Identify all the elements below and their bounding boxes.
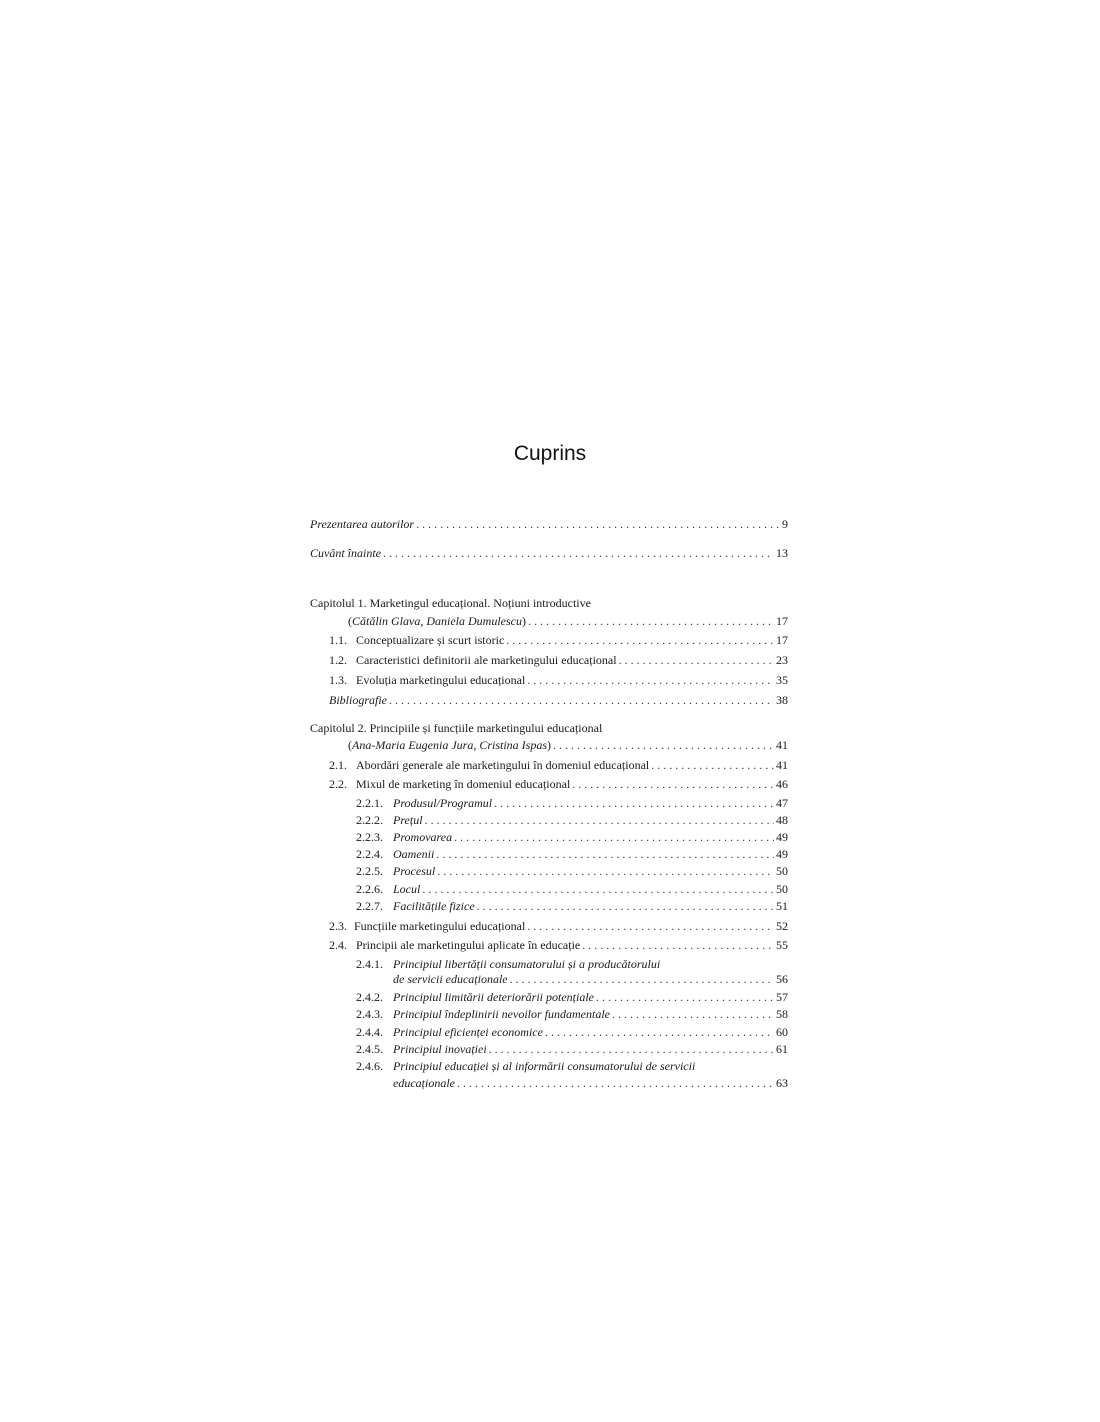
- toc-entry-page: 58: [776, 1007, 788, 1021]
- toc-entry-label: Principiul îndeplinirii nevoilor fundamentale: [393, 1007, 610, 1021]
- dot-leader: [477, 899, 774, 913]
- section-number: 2.4.2.: [356, 990, 383, 1004]
- toc-entry-subsection-2-4-6[interactable]: [356, 1059, 695, 1073]
- section-number: 2.4.1.: [356, 957, 383, 971]
- toc-entry-page: 56: [776, 972, 788, 986]
- dot-leader: [425, 813, 774, 827]
- section-number: 1.2.: [329, 653, 347, 667]
- section-number: 2.2.2.: [356, 813, 383, 827]
- toc-entry-page: 48: [776, 813, 788, 827]
- toc-entry-page: 57: [776, 990, 788, 1004]
- chapter-authors-names: Cătălin Glava, Daniela Dumulescu: [352, 614, 522, 628]
- toc-entry-section-1-3[interactable]: [329, 673, 788, 687]
- toc-entry-foreword[interactable]: [310, 546, 788, 560]
- toc-entry-subsection-2-4-1[interactable]: [356, 957, 660, 971]
- toc-entry-page: 60: [776, 1025, 788, 1039]
- toc-entry-page: 41: [776, 758, 788, 772]
- dot-leader: [553, 738, 774, 752]
- toc-entry-subsection[interactable]: [356, 990, 788, 1004]
- toc-entry-page: 51: [776, 899, 788, 913]
- toc-entry-page: 52: [776, 919, 788, 933]
- toc-entry-label: de servicii educaționale: [393, 972, 508, 986]
- toc-entry-label: Promovarea: [393, 830, 453, 844]
- section-number: 1.3.: [329, 673, 347, 687]
- toc-entry-label: Facilitățile fizice: [393, 899, 475, 913]
- section-number: 2.4.3.: [356, 1007, 383, 1021]
- toc-entry-label: Abordări generale ale marketingului în domeniul educațional: [356, 758, 650, 772]
- dot-leader: [383, 546, 774, 560]
- toc-entry-page: 47: [776, 796, 788, 810]
- toc-entry-subsection[interactable]: [356, 1007, 788, 1021]
- toc-entry-subsection[interactable]: [356, 830, 788, 844]
- toc-entry-section-2-1[interactable]: [329, 758, 788, 772]
- toc-entry-subsection-2-4-1-continued[interactable]: [393, 972, 788, 986]
- toc-entry-page: 50: [776, 882, 788, 896]
- toc-entry-page: 13: [776, 546, 788, 560]
- chapter-2-authors[interactable]: [348, 738, 788, 752]
- toc-entry-page: 61: [776, 1042, 788, 1056]
- toc-entry-label: Funcțiile marketingului educațional: [354, 919, 526, 933]
- toc-entry-label: Principiul eficienței economice: [393, 1025, 543, 1039]
- toc-entry-label: Prezentarea autorilor: [310, 517, 415, 531]
- toc-entry-label: Mixul de marketing în domeniul educațional: [356, 777, 571, 791]
- toc-entry-label: Conceptualizare și scurt istoric: [356, 633, 505, 647]
- dot-leader: [506, 633, 774, 647]
- dot-leader: [582, 938, 774, 952]
- dot-leader: [527, 919, 774, 933]
- toc-entry-label: Produsul/Programul: [393, 796, 493, 810]
- toc-entry-label: Locul: [393, 882, 421, 896]
- dot-leader: [489, 1042, 774, 1056]
- toc-entry-label: Prețul: [393, 813, 423, 827]
- dot-leader: [416, 517, 780, 531]
- toc-entry-label: Principiul limitării deteriorării potențiale: [393, 990, 594, 1004]
- toc-entry-label: Bibliografie: [329, 693, 387, 707]
- section-number: 2.3.: [329, 919, 347, 933]
- toc-entry-bibliography[interactable]: [329, 693, 788, 707]
- dot-leader: [422, 882, 774, 896]
- toc-entry-page: 17: [776, 614, 788, 628]
- toc-entry-page: 35: [776, 673, 788, 687]
- section-number: 2.1.: [329, 758, 347, 772]
- toc-entry-page: 46: [776, 777, 788, 791]
- section-number: 2.2.7.: [356, 899, 383, 913]
- toc-entry-label: Caracteristici definitorii ale marketingului educațional: [356, 653, 617, 667]
- toc-entry-subsection[interactable]: [356, 1025, 788, 1039]
- toc-entry-page: 41: [776, 738, 788, 752]
- dot-leader: [545, 1025, 774, 1039]
- toc-entry-page: 49: [776, 847, 788, 861]
- dot-leader: [596, 990, 774, 1004]
- toc-entry-page: 55: [776, 938, 788, 952]
- section-number: 2.2.3.: [356, 830, 383, 844]
- toc-entry-subsection[interactable]: [356, 847, 788, 861]
- section-number: 2.2.6.: [356, 882, 383, 896]
- toc-entry-section-2-3[interactable]: [329, 919, 788, 933]
- toc-entry-subsection[interactable]: [356, 796, 788, 810]
- toc-entry-label: Procesul: [393, 864, 436, 878]
- chapter-2-title[interactable]: Capitolul 2. Principiile și funcțiile marketingului educațional: [310, 721, 603, 735]
- section-number: 2.4.: [329, 938, 347, 952]
- toc-entry-label: educaționale: [393, 1076, 455, 1090]
- toc-entry-page: 49: [776, 830, 788, 844]
- toc-entry-subsection[interactable]: [356, 1042, 788, 1056]
- dot-leader: [612, 1007, 774, 1021]
- toc-entry-section-1-1[interactable]: [329, 633, 788, 647]
- dot-leader: [572, 777, 774, 791]
- toc-entry-page: 17: [776, 633, 788, 647]
- dot-leader: [457, 1076, 774, 1090]
- section-number: 2.2.5.: [356, 864, 383, 878]
- toc-entry-page: 23: [776, 653, 788, 667]
- chapter-1-title[interactable]: Capitolul 1. Marketingul educațional. Noțiuni introductive: [310, 596, 591, 610]
- toc-entry-subsection[interactable]: [356, 899, 788, 913]
- toc-entry-page: 38: [776, 693, 788, 707]
- section-number: 2.2.1.: [356, 796, 383, 810]
- dot-leader: [651, 758, 774, 772]
- section-number: 2.2.: [329, 777, 347, 791]
- toc-entry-label: Cuvânt înainte: [310, 546, 381, 560]
- chapter-authors-names: Ana-Maria Eugenia Jura, Cristina Ispas: [352, 738, 547, 752]
- toc-entry-section-2-4[interactable]: [329, 938, 788, 952]
- chapter-authors-label: (Ana-Maria Eugenia Jura, Cristina Ispas): [348, 738, 551, 752]
- toc-entry-section-1-2[interactable]: [329, 653, 788, 667]
- toc-entry-label: Principiul libertății consumatorului și a producătorului: [393, 957, 661, 971]
- page-title: Cuprins: [513, 442, 587, 465]
- dot-leader: [494, 796, 774, 810]
- section-number: 2.4.4.: [356, 1025, 383, 1039]
- toc-entry-page: 9: [782, 517, 788, 531]
- section-number: 2.4.6.: [356, 1059, 383, 1073]
- dot-leader: [619, 653, 774, 667]
- toc-entry-label: Evoluția marketingului educațional: [356, 673, 526, 687]
- toc-entry-label: Principiul educației și al informării consumatorului de servicii: [393, 1059, 696, 1073]
- toc-entry-subsection[interactable]: [356, 813, 788, 827]
- toc-entry-subsection[interactable]: [356, 882, 788, 896]
- toc-entry-subsection-2-4-6-continued[interactable]: [393, 1076, 788, 1090]
- dot-leader: [454, 830, 774, 844]
- toc-entry-author-presentation[interactable]: [310, 517, 788, 531]
- section-number: 1.1.: [329, 633, 347, 647]
- toc-entry-label: Oamenii: [393, 847, 435, 861]
- dot-leader: [389, 693, 774, 707]
- dot-leader: [436, 847, 774, 861]
- dot-leader: [437, 864, 774, 878]
- chapter-1-authors[interactable]: [348, 614, 788, 628]
- toc-entry-subsection[interactable]: [356, 864, 788, 878]
- dot-leader: [527, 673, 774, 687]
- toc-entry-page: 50: [776, 864, 788, 878]
- toc-entry-section-2-2[interactable]: [329, 777, 788, 791]
- dot-leader: [510, 972, 774, 986]
- section-number: 2.2.4.: [356, 847, 383, 861]
- section-number: 2.4.5.: [356, 1042, 383, 1056]
- toc-entry-page: 63: [776, 1076, 788, 1090]
- dot-leader: [528, 614, 774, 628]
- toc-entry-label: Principii ale marketingului aplicate în educație: [356, 938, 581, 952]
- toc-entry-label: Principiul inovației: [393, 1042, 487, 1056]
- chapter-authors-label: (Cătălin Glava, Daniela Dumulescu): [348, 614, 526, 628]
